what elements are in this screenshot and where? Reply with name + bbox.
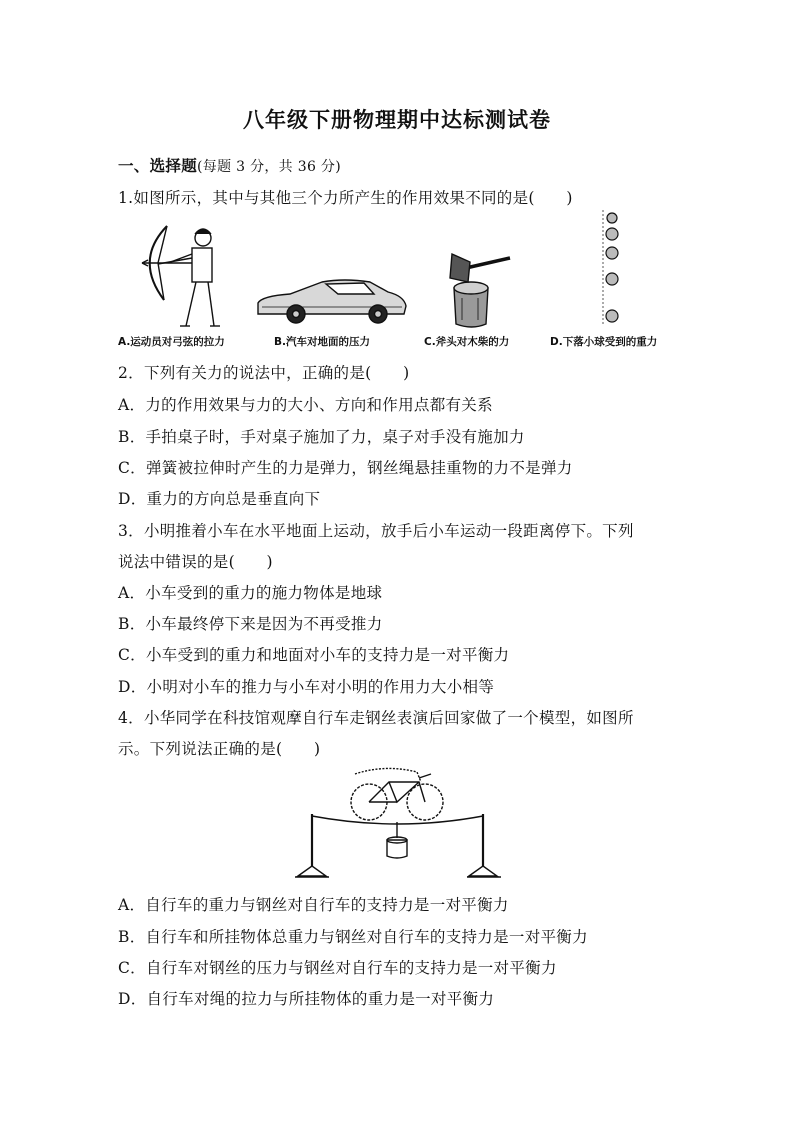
question-4-figure <box>295 766 501 880</box>
question-4-option-d: D．自行车对绳的拉力与所挂物体的重力是一对平衡力 <box>118 990 495 1008</box>
question-4-stem-line2: 示。下列说法正确的是( ) <box>118 740 321 758</box>
section-title: 一、选择题 <box>118 156 198 175</box>
caption-c: C.斧头对木柴的力 <box>424 336 510 348</box>
question-2-option-c: C．弹簧被拉伸时产生的力是弹力，钢丝绳悬挂重物的力不是弹力 <box>118 459 573 477</box>
question-3-option-d: D．小明对小车的推力与小车对小明的作用力大小相等 <box>118 678 495 696</box>
car-illustration <box>258 280 406 323</box>
question-3-option-c: C．小车受到的重力和地面对小车的支持力是一对平衡力 <box>118 646 510 664</box>
caption-b: B.汽车对地面的压力 <box>274 336 370 348</box>
question-2-option-a: A．力的作用效果与力的大小、方向和作用点都有关系 <box>118 396 493 414</box>
question-3-stem-line1: 3．小明推着小车在水平地面上运动，放手后小车运动一段距离停下。下列 <box>118 522 634 540</box>
falling-balls-illustration <box>603 210 618 324</box>
question-2-option-d: D．重力的方向总是垂直向下 <box>118 490 321 508</box>
axe-log-illustration <box>450 254 510 327</box>
question-1-figure <box>112 208 682 356</box>
question-4-option-a: A．自行车的重力与钢丝对自行车的支持力是一对平衡力 <box>118 896 509 914</box>
page-title: 八年级下册物理期中达标测试卷 <box>243 107 551 132</box>
bicycle-wire-illustration <box>295 766 501 880</box>
question-3-option-b: B．小车最终停下来是因为不再受推力 <box>118 615 383 633</box>
question-3-option-a: A．小车受到的重力的施力物体是地球 <box>118 584 383 602</box>
question-2-stem: 2．下列有关力的说法中，正确的是( ) <box>118 364 410 382</box>
question-1-illustrations <box>112 208 682 332</box>
question-4-option-b: B．自行车和所挂物体总重力与钢丝对自行车的支持力是一对平衡力 <box>118 928 588 946</box>
section-note: (每题 3 分，共 36 分) <box>197 159 341 175</box>
question-4-stem-line1: 4．小华同学在科技馆观摩自行车走钢丝表演后回家做了一个模型，如图所 <box>118 709 634 727</box>
bicycle-icon <box>351 768 443 820</box>
question-1-stem: 1.如图所示，其中与其他三个力所产生的作用效果不同的是( ) <box>118 189 573 207</box>
section-heading <box>118 154 341 176</box>
archer-illustration <box>142 226 220 326</box>
caption-d: D.下落小球受到的重力 <box>550 336 658 348</box>
question-4-option-c: C．自行车对钢丝的压力与钢丝对自行车的支持力是一对平衡力 <box>118 959 557 977</box>
caption-a: A.运动员对弓弦的拉力 <box>118 336 225 348</box>
question-3-stem-line2: 说法中错误的是( ) <box>118 553 273 571</box>
question-2-option-b: B．手拍桌子时，手对桌子施加了力，桌子对手没有施加力 <box>118 428 525 446</box>
